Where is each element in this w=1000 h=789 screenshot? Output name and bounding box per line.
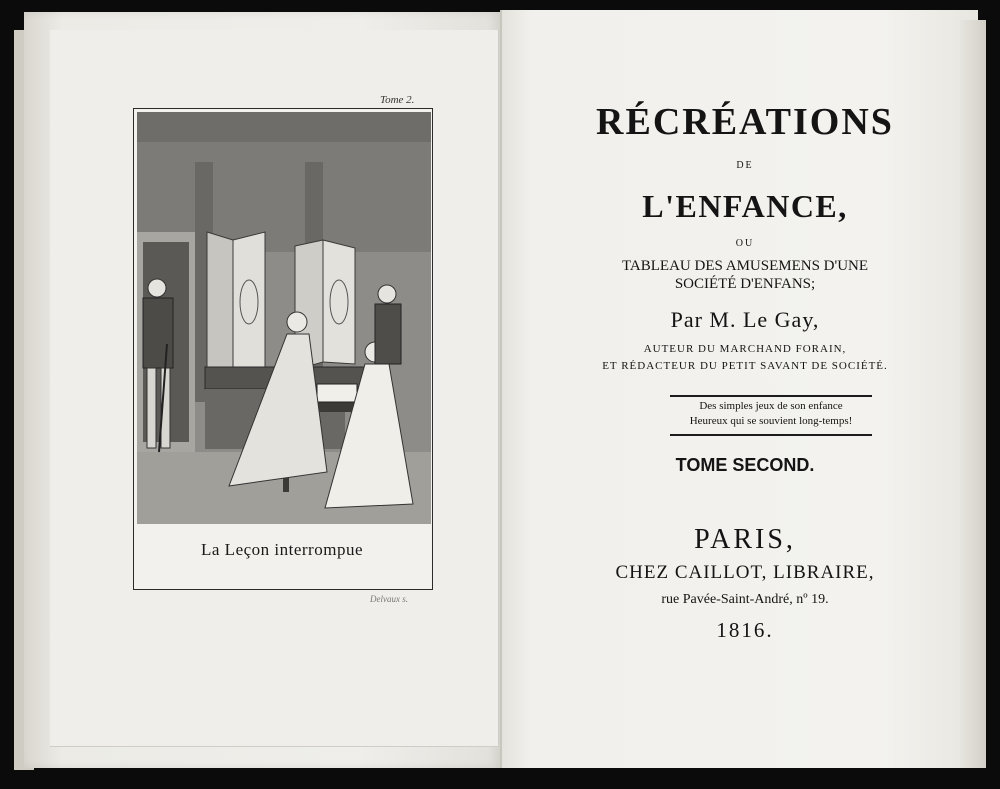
author-line: Par M. Le Gay,: [670, 307, 820, 332]
subtitle-line-1: TABLEAU DES AMUSEMENS D'UNE: [621, 258, 869, 274]
book-title-subject: L'ENFANCE,: [642, 188, 848, 224]
subtitle-line-2: SOCIÉTÉ D'ENFANS;: [674, 276, 816, 292]
epigraph-line-1: Des simples jeux de son enfance: [699, 400, 843, 412]
title-connector-ou: OU: [735, 238, 755, 249]
imprint-address: rue Pavée-Saint-André, nº 19.: [661, 592, 829, 607]
epigraph-line-2: Heureux qui se souvient long-temps!: [689, 415, 853, 427]
imprint-year: 1816.: [716, 618, 774, 642]
book-title: RÉCRÉATIONS: [596, 101, 894, 143]
engraver-signature: Delvaux s.: [370, 594, 408, 604]
engraving-illustration: [137, 112, 431, 524]
epigraph-rule-top: [670, 395, 872, 397]
imprint-publisher: CHEZ CAILLOT, LIBRAIRE,: [615, 562, 875, 583]
right-page-edge: [960, 20, 986, 768]
author-description-1: AUTEUR DU MARCHAND FORAIN,: [643, 343, 847, 355]
epigraph-rule-bottom: [670, 434, 872, 436]
tome-label: Tome 2.: [380, 94, 415, 106]
imprint-city: PARIS,: [694, 524, 796, 555]
author-description-2: ET RÉDACTEUR DU PETIT SAVANT DE SOCIÉTÉ.: [602, 360, 888, 372]
title-connector-de: DE: [736, 160, 754, 171]
volume-label: TOME SECOND.: [675, 455, 815, 475]
plate-caption: La Leçon interrompue: [201, 540, 363, 559]
